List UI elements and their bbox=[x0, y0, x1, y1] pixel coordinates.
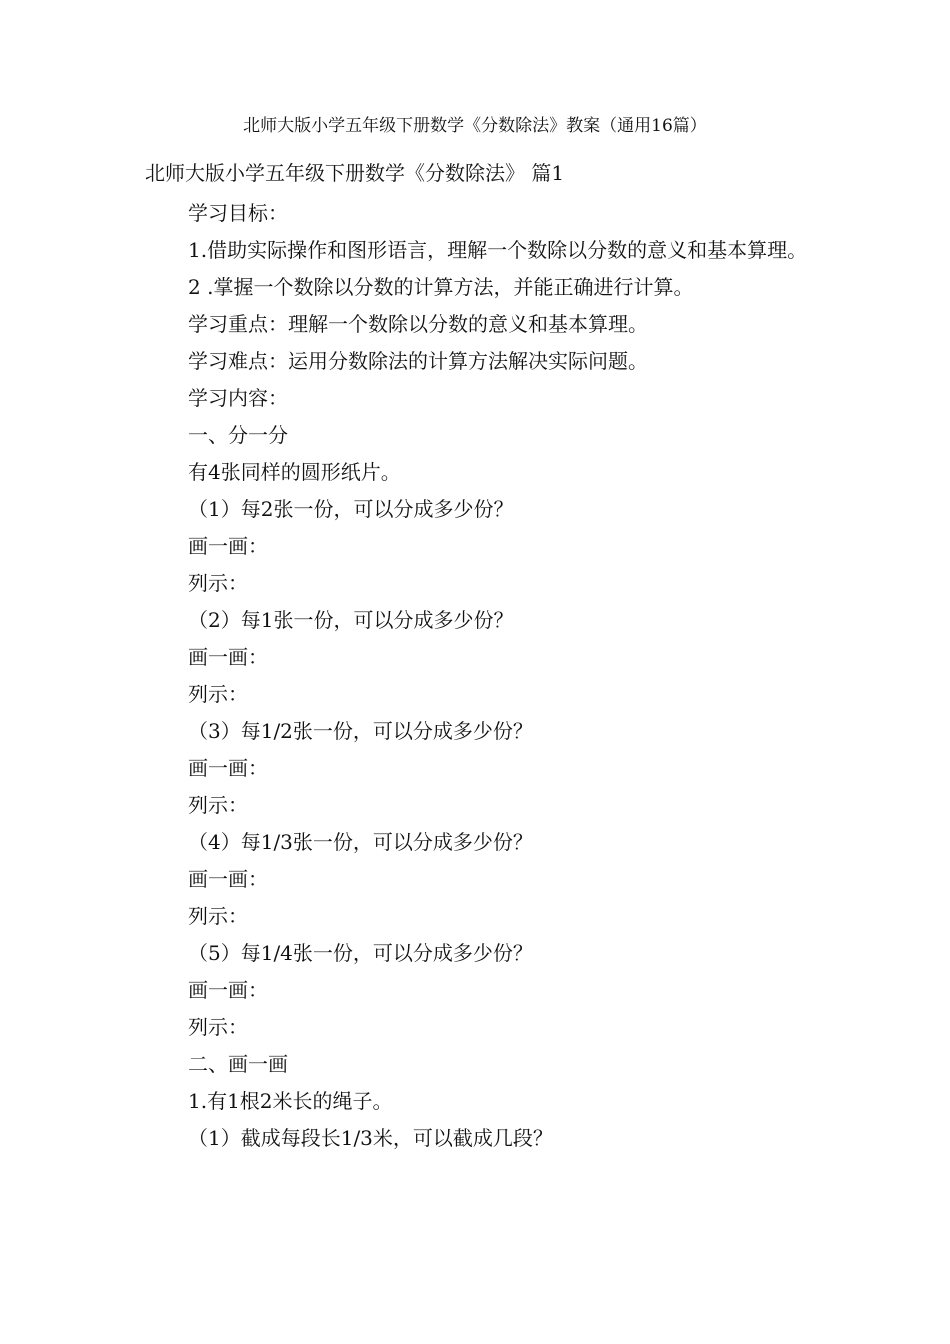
text-line: 画一画： bbox=[188, 645, 268, 669]
document-title: 北师大版小学五年级下册数学《分数除法》教案（通用16篇） bbox=[243, 116, 707, 136]
text-paragraph: 1.借助实际操作和图形语言，理解一个数除以分数的意义和基本算理。 bbox=[188, 238, 808, 262]
text-line: 画一画： bbox=[188, 756, 268, 780]
text-line: 列示： bbox=[188, 1015, 248, 1039]
text-line: 画一画： bbox=[188, 534, 268, 558]
text-line: 学习难点：运用分数除法的计算方法解决实际问题。 bbox=[188, 349, 648, 373]
text-line: 1.有1根2米长的绳子。 bbox=[188, 1089, 393, 1113]
text-line: 二、画一画 bbox=[188, 1052, 288, 1076]
text-line: 学习重点：理解一个数除以分数的意义和基本算理。 bbox=[188, 312, 648, 336]
text-line: 2 .掌握一个数除以分数的计算方法，并能正确进行计算。 bbox=[188, 275, 694, 299]
text-line: 列示： bbox=[188, 793, 248, 817]
text-line: （1）截成每段长1/3米，可以截成几段？ bbox=[188, 1126, 553, 1150]
text-line: 画一画： bbox=[188, 867, 268, 891]
text-line: （5）每1/4张一份，可以分成多少份？ bbox=[188, 941, 533, 965]
text-line: （1）每2张一份，可以分成多少份？ bbox=[188, 497, 514, 521]
text-line: 学习内容： bbox=[188, 386, 288, 410]
text-line: （2）每1张一份，可以分成多少份？ bbox=[188, 608, 514, 632]
text-line: （3）每1/2张一份，可以分成多少份？ bbox=[188, 719, 533, 743]
text-line: 画一画： bbox=[188, 978, 268, 1002]
text-line: 列示： bbox=[188, 571, 248, 595]
text-line: （4）每1/3张一份，可以分成多少份？ bbox=[188, 830, 533, 854]
text-line: 有4张同样的圆形纸片。 bbox=[188, 460, 401, 484]
text-line: 列示： bbox=[188, 682, 248, 706]
text-line: 一、分一分 bbox=[188, 423, 288, 447]
text-line: 学习目标： bbox=[188, 201, 288, 225]
text-line: 列示： bbox=[188, 904, 248, 928]
document-body bbox=[145, 195, 810, 1157]
section-title: 北师大版小学五年级下册数学《分数除法》 篇1 bbox=[145, 161, 565, 185]
